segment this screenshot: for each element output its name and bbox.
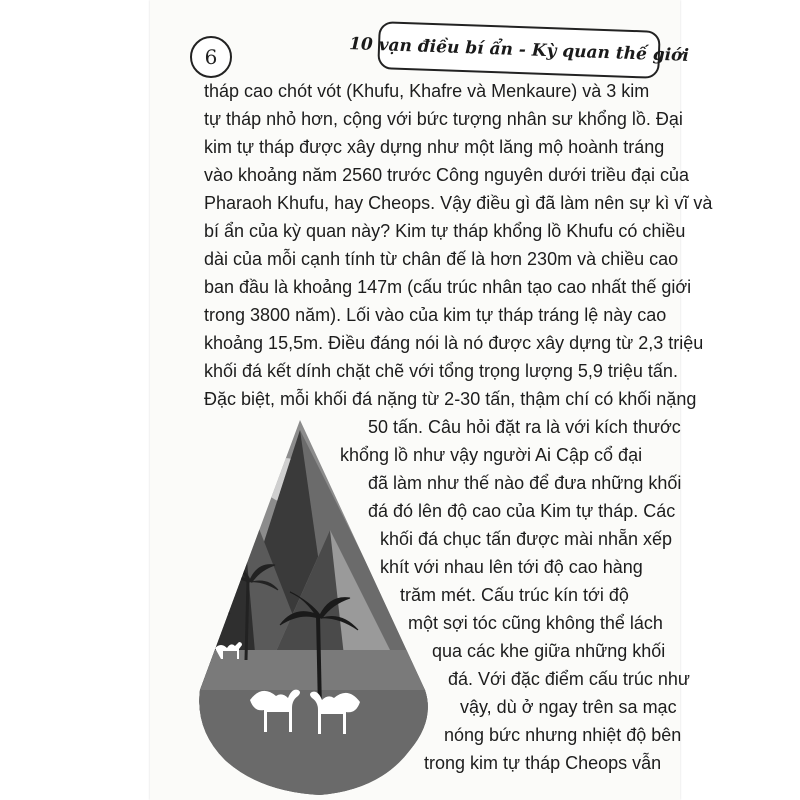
body-line: khoảng 15,5m. Điều đáng nói là nó được xây dựng từ 2,3 triệu	[204, 333, 704, 353]
body-line: qua các khe giữa những khối	[432, 641, 666, 661]
desert-foreground	[180, 690, 440, 800]
pyramids-illustration	[180, 420, 440, 800]
body-line: tháp cao chót vót (Khufu, Khafre và Menkaure) và 3 kim	[204, 81, 650, 101]
body-line: vậy, dù ở ngay trên sa mạc	[460, 697, 677, 717]
body-line: trong 3800 năm). Lối vào của kim tự tháp tráng lệ này cao	[204, 305, 667, 325]
body-line: khổng lồ như vậy người Ai Cập cổ đại	[340, 445, 643, 465]
body-line: ban đầu là khoảng 147m (cấu trúc nhân tạo cao nhất thế giới	[204, 277, 692, 297]
body-line: dài của mỗi cạnh tính từ chân đế là hơn 230m và chiều cao	[204, 249, 679, 269]
body-line: bí ẩn của kỳ quan này? Kim tự tháp khổng lồ Khufu có chiều	[204, 221, 686, 241]
body-line: đá. Với đặc điểm cấu trúc như	[448, 669, 690, 689]
body-line: đã làm như thế nào để đưa những khối	[368, 473, 682, 493]
body-line: trăm mét. Cấu trúc kín tới độ	[400, 585, 629, 605]
body-line: Đặc biệt, mỗi khối đá nặng từ 2-30 tấn, thậm chí có khối nặng	[204, 389, 697, 409]
body-line: một sợi tóc cũng không thể lách	[408, 613, 663, 633]
body-line: nóng bức nhưng nhiệt độ bên	[444, 725, 682, 745]
body-line: vào khoảng năm 2560 trước Công nguyên dưới triều đại của	[204, 165, 689, 185]
body-line: đá đó lên độ cao của Kim tự tháp. Các	[368, 501, 676, 521]
page-number-text: 6	[204, 45, 218, 69]
body-line: trong kim tự tháp Cheops vẫn	[424, 753, 662, 773]
body-line: tự tháp nhỏ hơn, cộng với bức tượng nhân sư khổng lồ. Đại	[204, 109, 683, 129]
body-line: Pharaoh Khufu, hay Cheops. Vậy điều gì đã làm nên sự kì vĩ và	[204, 193, 713, 213]
header-title: 10 vạn điều bí ẩn - Kỳ quan thế giới	[348, 34, 690, 66]
body-line: khối đá kết dính chặt chẽ với tổng trọng lượng 5,9 triệu tấn.	[204, 361, 678, 381]
body-line: kim tự tháp được xây dựng như một lăng mộ hoành tráng	[204, 137, 665, 157]
body-line: khối đá chục tấn được mài nhẵn xếp	[380, 529, 673, 549]
body-line: khít với nhau lên tới độ cao hàng	[380, 557, 643, 577]
body-line: 50 tấn. Câu hỏi đặt ra là với kích thước	[368, 417, 681, 437]
